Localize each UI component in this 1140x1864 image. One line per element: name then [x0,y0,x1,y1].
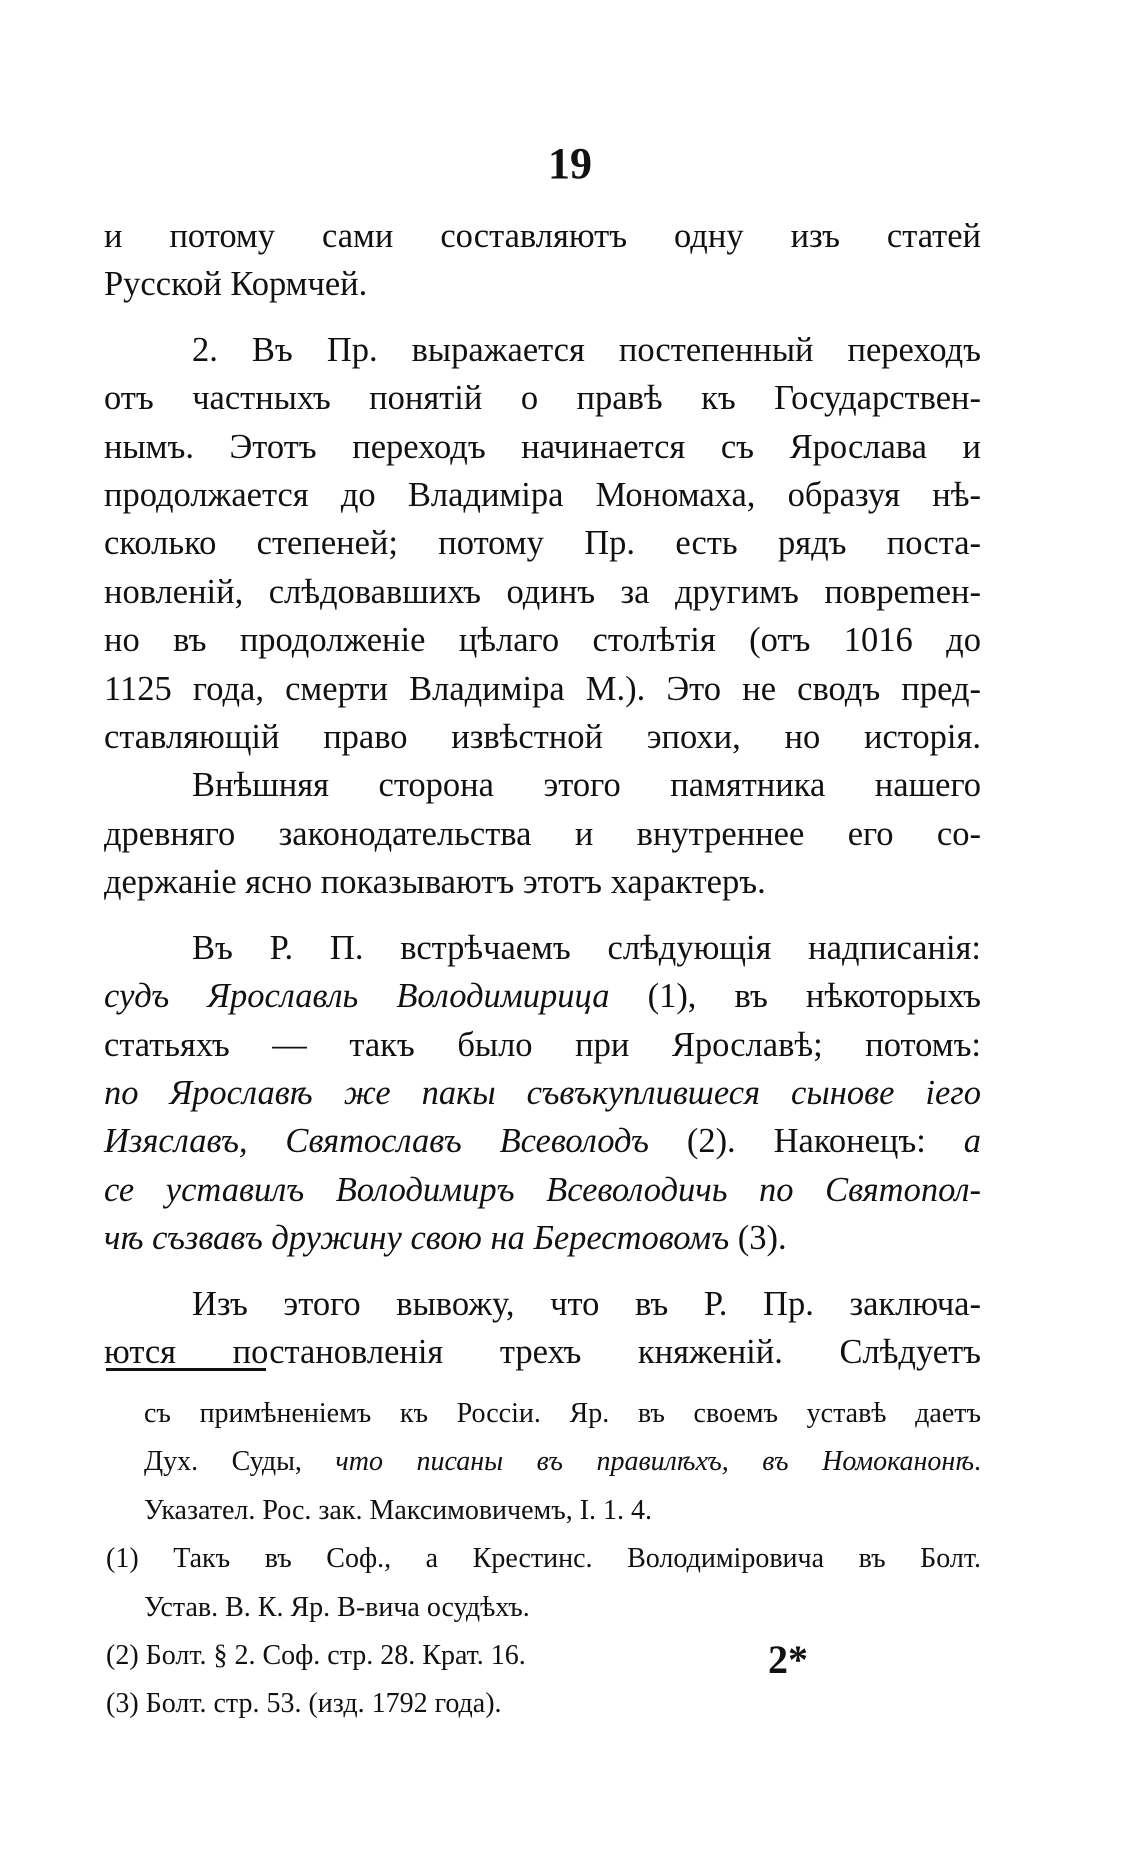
paragraph [104,924,981,1263]
text-line [104,1117,981,1165]
text-line: отъ частныхъ понятій о правѣ къ Государствен- [104,379,981,418]
footnote-line [106,1438,981,1486]
footnote-line: Устав. В. К. Яр. В-вича осудѣхъ. [144,1591,530,1623]
text-run: Дух. Суды, [144,1446,336,1478]
footnote-line: съ примѣненіемъ къ Россіи. Яр. въ своемъ уставѣ даетъ [144,1398,981,1429]
text-line: статьяхъ — такъ было при Ярославѣ; потомъ: [104,1025,981,1064]
paragraph [104,1280,981,1377]
footnote [106,1680,981,1728]
page-number: 19 [548,139,592,188]
footnotes [106,1390,981,1729]
text-line: и потому сами составляютъ одну изъ статей [104,217,981,255]
text-line: новленій, слѣдовавшихъ одинъ за другимъ поврemен- [104,572,981,611]
text-run: . [974,1446,981,1478]
citation-text: чѣ съзвавъ дружину свою на Берестовомъ [104,1219,730,1258]
footnote [106,1632,981,1680]
footnote-line: (2) Болт. § 2. Соф. стр. 28. Крат. 16. [106,1640,526,1672]
text-line: Внѣшняя сторона этого памятника нашего [192,766,981,805]
text-line [104,1214,981,1262]
citation-text: судъ Ярославль Володимирица [104,977,610,1016]
paragraph [104,761,981,906]
body-text [104,212,981,1376]
text-line: сколько степеней; потому Пр. есть рядъ поста- [104,524,981,563]
text-run: (1), въ нѣкоторыхъ [609,977,982,1016]
text-line: 1125 года, смерти Владиміра М.). Это не сводъ пред- [104,669,981,708]
citation-line: по Ярославѣ же пакы съвъкуплившеся сынове іего [104,1073,981,1112]
text-line: Русской Кормчей. [104,265,368,304]
text-line [104,972,981,1020]
citation-text: что писаны въ правилѣхъ, въ Номоканонѣ [335,1446,974,1478]
footnote-line: Указател. Рос. зак. Максимовичемъ, I. 1. 4. [144,1494,653,1526]
footnote [106,1535,981,1632]
text-line: но въ продолженіе цѣлаго столѣтія (отъ 1016 до [104,621,981,660]
text-line: держаніе ясно показываютъ этотъ характеръ. [104,863,766,902]
text-line: ставляющій право извѣстной эпохи, но исторія. [104,718,981,757]
text-line: Въ Р. П. встрѣчаемъ слѣдующія надписанія: [192,928,981,967]
text-run: (3). [729,1219,787,1258]
text-line: древняго законодательства и внутреннее его со- [104,814,981,853]
signature-mark: 2* [768,1637,808,1682]
text-run: (2). Наконецъ: [648,1122,964,1161]
text-line: продолжается до Владиміра Мономаха, образуя нѣ- [104,476,981,515]
text-line: нымъ. Этотъ переходъ начинается съ Ярослава и [104,427,981,466]
citation-text: а [963,1122,981,1161]
footnote-line: (3) Болт. стр. 53. (изд. 1792 года). [106,1688,502,1720]
paragraph [104,212,981,309]
footnote-line: (1) Такъ въ Соф., а Крестинс. Володиміровича въ Болт. [106,1543,981,1575]
text-line: 2. Въ Пр. выражается постепенный переходъ [192,330,981,369]
paragraph [104,326,981,762]
text-line: Изъ этого вывожу, что въ Р. Пр. заключа- [192,1284,981,1323]
footnote [106,1390,981,1535]
text-line: ются постановленія трехъ княженій. Слѣдуетъ [104,1332,981,1371]
citation-line: се уставилъ Володимиръ Всеволодичь по Святопол- [104,1170,981,1209]
footnote-divider [106,1368,266,1371]
citation-text: Изяславъ, Святославъ Всеволодъ [104,1122,649,1161]
